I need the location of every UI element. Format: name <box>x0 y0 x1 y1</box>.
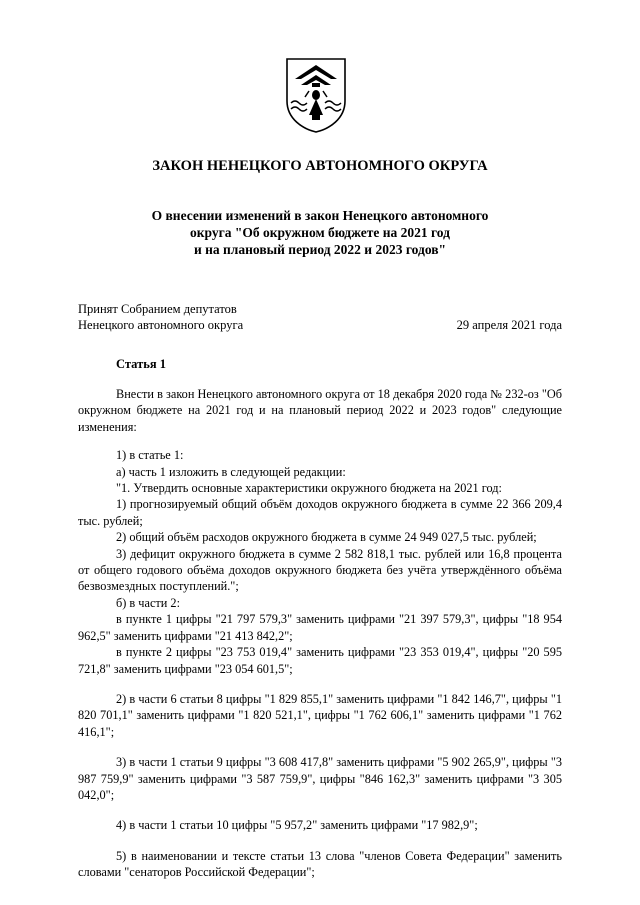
article-body <box>78 386 562 881</box>
adoption-line: Принят Собранием депутатов <box>78 302 237 316</box>
paragraph: 2) общий объём расходов окружного бюджета в сумме 24 949 027,5 тыс. рублей; <box>116 530 537 545</box>
article-heading: Статья 1 <box>116 357 166 371</box>
paragraph: в пункте 2 цифры "23 753 019,4" заменить цифрами "23 353 019,4", цифры "20 595 721,8" заменить цифрами "23 054 601,5"; <box>78 645 562 676</box>
paragraph: 5) в наименовании и тексте статьи 13 слова "членов Совета Федерации" заменить словами "сенаторов Российской Федерации"; <box>78 848 562 880</box>
paragraph: 3) в части 1 статьи 9 цифры "3 608 417,8" заменить цифрами "5 902 265,9", цифры "3 987 759,9" заменить цифрами "3 587 759,9", цифры "846 162,3" заменить цифрами "3 305 042,0"; <box>78 755 562 802</box>
coat-of-arms-icon <box>285 57 347 133</box>
subtitle-line: О внесении изменений в закон Ненецкого автономного <box>151 208 489 223</box>
paragraph: 4) в части 1 статьи 10 цифры "5 957,2" заменить цифрами "17 982,9"; <box>116 818 478 833</box>
adoption-info <box>78 301 243 333</box>
paragraph: 1) прогнозируемый общий объём доходов окружного бюджета в сумме 22 366 209,4 тыс. рублей; <box>78 497 562 528</box>
paragraph: "1. Утвердить основные характеристики окружного бюджета на 2021 год: <box>116 481 502 496</box>
paragraph: 2) в части 6 статьи 8 цифры "1 829 855,1" заменить цифрами "1 842 146,7", цифры "1 820 701,1" заменить цифрами "1 820 521,1", цифры "1 762 606,1" заменить цифрами "1 762 416,1"; <box>78 691 562 739</box>
paragraph: в пункте 1 цифры "21 797 579,3" заменить цифрами "21 397 579,3", цифры "18 954 962,5" заменить цифрами "21 413 842,2"; <box>78 612 562 643</box>
law-title: ЗАКОН НЕНЕЦКОГО АВТОНОМНОГО ОКРУГА <box>152 158 488 174</box>
adoption-date: 29 апреля 2021 года <box>456 318 562 332</box>
law-subtitle <box>60 207 580 258</box>
subtitle-line: и на плановый период 2022 и 2023 годов" <box>193 242 447 257</box>
adoption-line: Ненецкого автономного округа <box>78 318 244 332</box>
paragraph: б) в части 2: <box>116 595 181 610</box>
paragraph: 3) дефицит окружного бюджета в сумме 2 582 818,1 тыс. рублей или 16,8 процента от общего годового объёма доходов окружного бюджета без учёта утверждённого объёма безвозмездных поступлений."; <box>78 546 562 594</box>
subtitle-line: округа "Об окружном бюджете на 2021 год <box>189 225 451 240</box>
paragraph: а) часть 1 изложить в следующей редакции: <box>116 464 346 479</box>
paragraph: Внести в закон Ненецкого автономного округа от 18 декабря 2020 года № 232-оз "Об окружном бюджете на 2021 год и на плановый период 2022 и 2023 годов" следующие изменения: <box>78 387 562 434</box>
paragraph: 1) в статье 1: <box>116 448 184 463</box>
